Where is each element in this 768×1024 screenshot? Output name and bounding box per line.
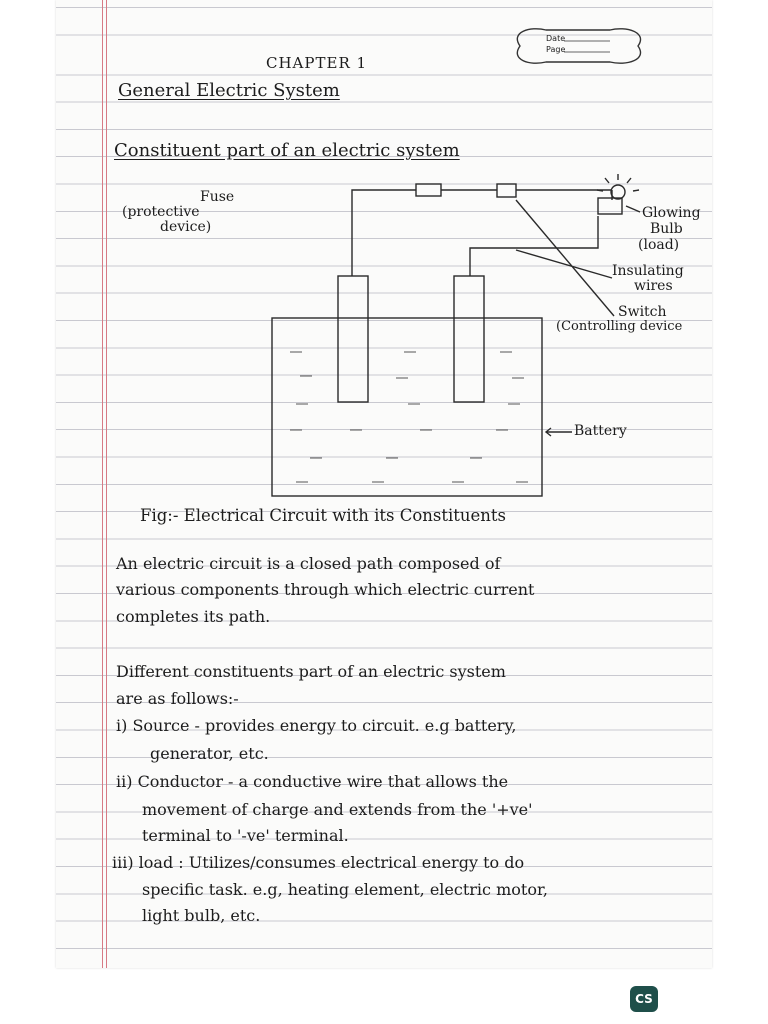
fuse-label: Fuse	[200, 189, 235, 205]
date-label: Date	[546, 34, 566, 43]
item-source-line-1: i) Source - provides energy to circuit. e.g battery,	[116, 716, 517, 735]
intro-line-2: are as follows:-	[116, 689, 239, 708]
camscanner-logo: CS	[630, 986, 658, 1012]
definition-line-1: An electric circuit is a closed path composed of	[116, 554, 501, 573]
protective-label: (protective	[122, 204, 200, 220]
item-load-line-1: iii) load : Utilizes/consumes electrical energy to do	[112, 853, 525, 872]
item-load-line-2: specific task. e.g, heating element, electric motor,	[142, 880, 548, 899]
date-page-stamp	[506, 22, 650, 70]
device-label: device)	[160, 219, 212, 235]
definition-line-3: completes its path.	[116, 607, 271, 626]
battery-label: Battery	[574, 423, 627, 439]
item-load-line-3: light bulb, etc.	[142, 906, 261, 925]
item-conductor-line-1: ii) Conductor - a conductive wire that allows the	[116, 772, 509, 791]
intro-line-1: Different constituents part of an electric system	[116, 662, 506, 681]
item-source-line-2: generator, etc.	[150, 744, 269, 763]
item-conductor-line-3: terminal to '-ve' terminal.	[142, 826, 349, 845]
figure-caption: Fig:- Electrical Circuit with its Constituents	[140, 506, 507, 525]
bulb-label-3: (load)	[638, 237, 680, 253]
margin-line-left	[102, 0, 103, 968]
bulb-label-1: Glowing	[642, 205, 701, 221]
switch-label-1: Switch	[618, 304, 667, 320]
section-heading: Constituent part of an electric system	[114, 140, 460, 161]
switch-label-2: (Controlling device	[556, 319, 683, 334]
page-heading: General Electric System	[118, 80, 340, 101]
page-label: Page	[546, 45, 566, 54]
definition-line-2: various components through which electric current	[116, 580, 535, 599]
margin-line-right	[106, 0, 107, 968]
item-conductor-line-2: movement of charge and extends from the '+ve'	[142, 800, 533, 819]
wires-label-1: Insulating	[612, 263, 684, 279]
wires-label-2: wires	[634, 278, 673, 294]
chapter-title: CHAPTER 1	[266, 54, 368, 72]
bulb-label-2: Bulb	[650, 221, 683, 237]
